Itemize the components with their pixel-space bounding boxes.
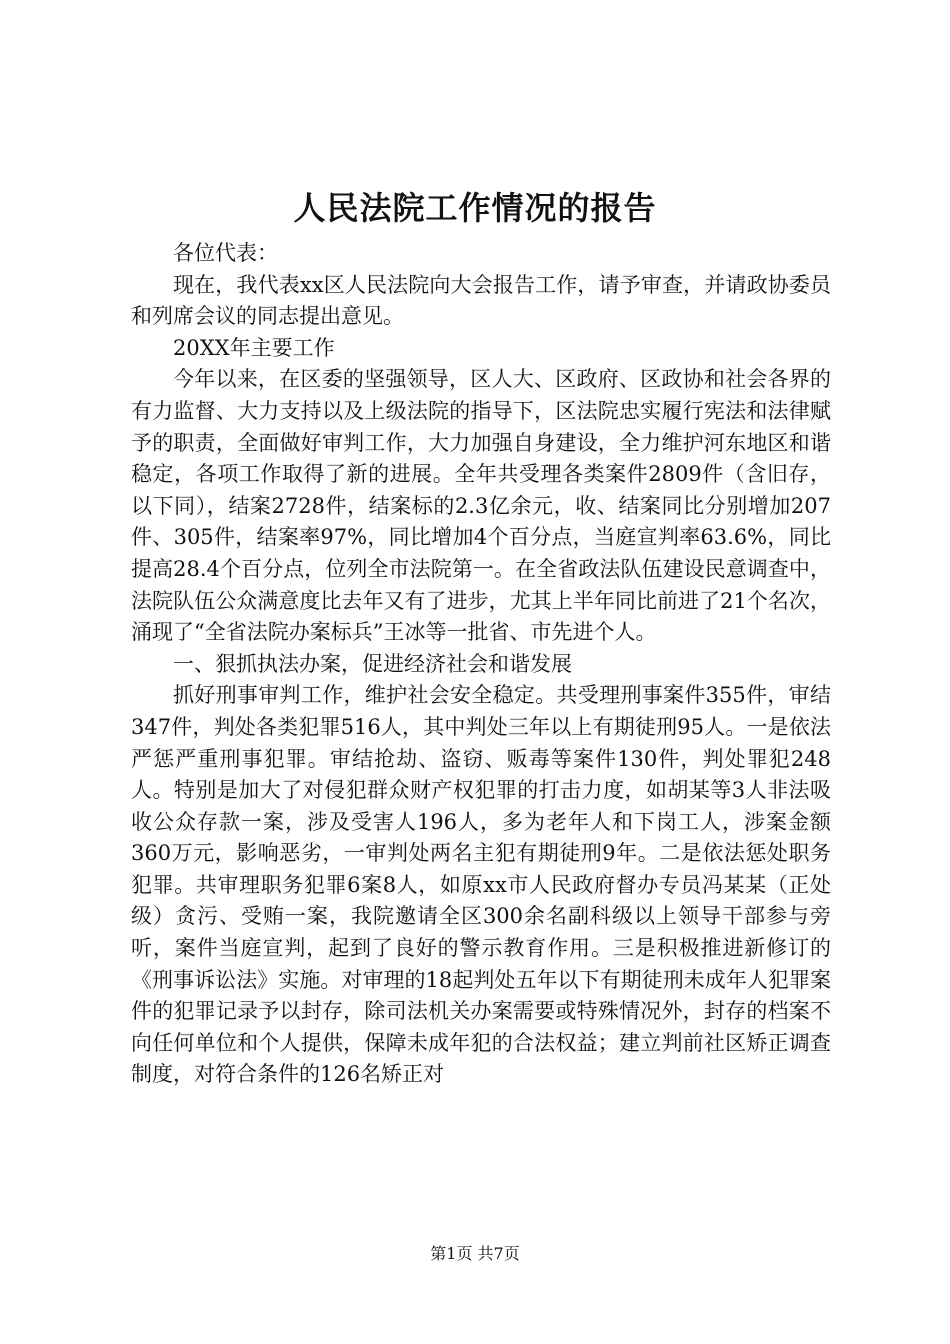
page-number-footer: 第1页 共7页 [430, 1244, 520, 1263]
intro-paragraph: 现在，我代表xx区人民法院向大会报告工作，请予审查，并请政协委员和列席会议的同志提出意见。 [131, 272, 831, 329]
salutation-paragraph: 各位代表： [173, 241, 278, 265]
section-heading-main-work: 20XX年主要工作 [173, 335, 335, 360]
criminal-trial-paragraph: 抓好刑事审判工作，维护社会安全稳定。共受理刑事案件355件，审结347件，判处各类犯罪516人，其中判处三年以上有期徒刑95人。一是依法严惩严重刑事犯罪。审结抢劫、盗窃、贩毒等案件130件，判处罪犯248人。特别是加大了对侵犯群众财产权犯罪的打击力度，如胡某等3人非法吸收公众存款一案，涉及受害人196人，多为老年人和下岗工人，涉案金额360万元，影响恶劣，一审判处两名主犯有期徒刑9年。二是依法惩处职务犯罪。共审理职务犯罪6案8人，如原xx市人民政府督办专员冯某某（正处级）贪污、受贿一案，我院邀请全区300余名副科级以上领导干部参与旁听，案件当庭宣判，起到了良好的警示教育作用。三是积极推进新修订的《刑事诉讼法》实施。对审理的18起判处五年以下有期徒刑未成年人犯罪案件的犯罪记录予以封存，除司法机关办案需要或特殊情况外，封存的档案不向任何单位和个人提供，保障未成年犯的合法权益；建立判前社区矫正调查制度，对符合条件的126名矫正对 [131, 683, 831, 1087]
summary-paragraph: 今年以来，在区委的坚强领导，区人大、区政府、区政协和社会各界的有力监督、大力支持以及上级法院的指导下，区法院忠实履行宪法和法律赋予的职责，全面做好审判工作，大力加强自身建设，全力维护河东地区和谐稳定，各项工作取得了新的进展。全年共受理各类案件2809件（含旧存，以下同），结案2728件，结案标的2.3亿余元，收、结案同比分别增加207件、305件，结案率97%，同比增加4个百分点，当庭宣判率63.6%，同比提高28.4个百分点，位列全市法院第一。在全省政法队伍建设民意调查中，法院队伍公众满意度比去年又有了进步，尤其上半年同比前进了21个名次，涌现了“全省法院办案标兵”王冰等一批省、市先进个人。 [131, 367, 831, 645]
document-body [131, 238, 831, 1091]
document-title: 人民法院工作情况的报告 [293, 189, 657, 227]
section-heading-one: 一、狠抓执法办案，促进经济社会和谐发展 [173, 651, 572, 676]
